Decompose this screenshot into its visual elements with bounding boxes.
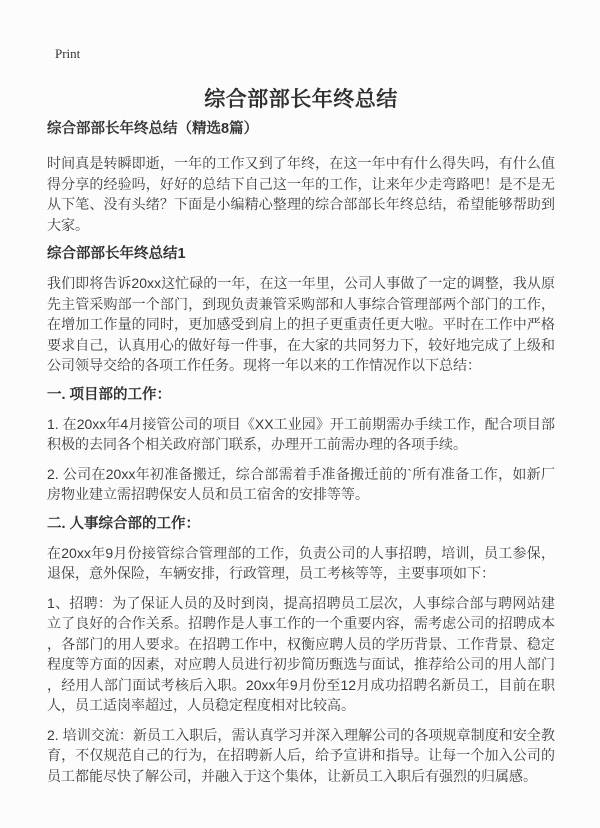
- article1-opening-paragraph: 我们即将告诉20xx这忙碌的一年，在这一年里，公司人事做了一定的调整，我从原先主管采购部一个部门，到现负责兼管采购部和人事综合管理部两个部门的工作，在增加工作量的同时，更加感受到肩上的担子更重责任更大啦。平时在工作中严格要求自己，认真用心的做好每一件事，在大家的共同努力下，较好地完成了上级和公司领导交给的各项工作任务。现将一年以来的工作情况作以下总结：: [47, 275, 555, 373]
- article1-heading: 综合部部长年终总结1: [47, 246, 186, 262]
- document-body: [47, 153, 555, 786]
- part2-heading: 二. 人事综合部的工作：: [47, 515, 201, 532]
- part1-item-2: 2. 公司在20xx年初准备搬迁，综合部需着手准备搬迁前的`所有准备工作，如新厂房物业建立需招聘保安人员和员工宿舍的安排等等。: [47, 465, 555, 502]
- part2-item-2: 2. 培训交流：新员工入职后，需认真学习并深入理解公司的各项规章制度和安全教育，不仅规范自己的行为，在招聘新人后，给予宣讲和指导。让每一个加入公司的员工都能尽快了解公司，并融入于这个集体，让新员工入职后有强烈的归属感。: [47, 726, 555, 784]
- part2-intro-paragraph: 在20xx年9月份接管综合管理部的工作，负责公司的人事招聘，培训，员工参保，退保，意外保险，车辆安排，行政管理，员工考核等等，主要事项如下：: [47, 544, 555, 581]
- page-title: 综合部部长年终总结: [204, 88, 398, 111]
- part2-item-1: 1、招聘：为了保证人员的及时到岗，提高招聘员工层次，人事综合部与聘网站建立了良好的合作关系。招聘作是人事工作的一个重要内容，需考虑公司的招聘成本，各部门的用人要求。在招聘工作中，权衡应聘人员的学历背景、工作背景、稳定程度等方面的因素，对应聘人员进行初步简历甄选与面试，推荐给公司的用人部门，经用人部门面试考核后入职。20xx年9月份至12月成功招聘名新员工，目前在职人，员工适岗率超过，人员稳定程度相对比较高。: [47, 594, 555, 713]
- intro-paragraph: 时间真是转瞬即逝，一年的工作又到了年终，在这一年中有什么得失吗，有什么值得分享的经验吗，好好的总结下自己这一年的工作，让来年少走弯路吧！是不是无从下笔、没有头绪？下面是小编精心整理的综合部部长年终总结，希望能够帮助到大家。: [47, 155, 555, 233]
- document-subtitle: 综合部部长年终总结（精选8篇）: [47, 121, 259, 137]
- print-link[interactable]: Print: [55, 46, 81, 61]
- part1-heading: 一. 项目部的工作：: [47, 386, 172, 403]
- part1-item-1: 1. 在20xx年4月接管公司的项目《XX工业园》开工前期需办手续工作，配合项目部积极的去同各个相关政府部门联系，办理开工前需办理的各项手续。: [47, 415, 555, 452]
